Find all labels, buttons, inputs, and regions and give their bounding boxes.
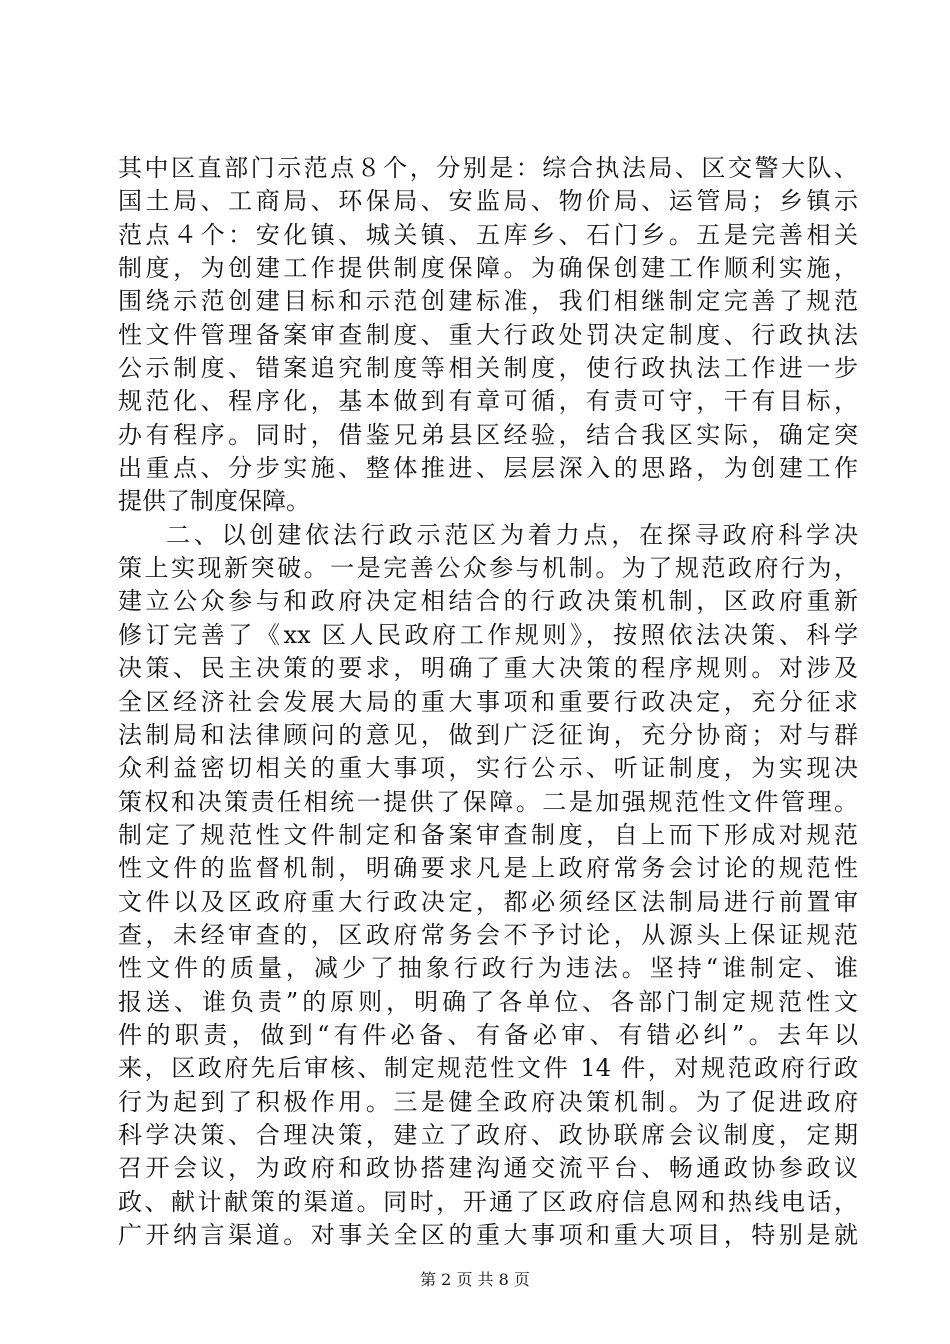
text-line: 国土局、工商局、环保局、安监局、物价局、运管局；乡镇示 <box>118 187 858 216</box>
text-line: 查，未经审查的，区政府常务会不予讨论，从源头上保证规范 <box>118 920 858 949</box>
text-line: 件的职责，做到“有件必备、有备必审、有错必纠”。去年以 <box>118 1020 858 1049</box>
text-line: 制度，为创建工作提供制度保障。为确保创建工作顺利实施， <box>118 254 858 283</box>
text-line: 建立公众参与和政府决定相结合的行政决策机制，区政府重新 <box>118 587 858 616</box>
text-line: 其中区直部门示范点８个，分别是：综合执法局、区交警大队、 <box>118 154 858 182</box>
text-line: 法制局和法律顾问的意见，做到广泛征询，充分协商；对与群 <box>118 720 858 749</box>
text-line: 来，区政府先后审核、制定规范性文件 14 件，对规范政府行政 <box>118 1054 858 1083</box>
text-line: 公示制度、错案追究制度等相关制度，使行政执法工作进一步 <box>118 354 858 383</box>
text-line: 行为起到了积极作用。三是健全政府决策机制。为了促进政府 <box>118 1087 858 1116</box>
paragraph-start-line: 二、以创建依法行政示范区为着力点，在探寻政府科学决 <box>166 520 858 549</box>
text-line: 性文件管理备案审查制度、重大行政处罚决定制度、行政执法 <box>118 320 858 349</box>
text-line: 出重点、分步实施、整体推进、层层深入的思路，为创建工作 <box>118 454 858 483</box>
text-line: 报送、谁负责”的原则，明确了各单位、各部门制定规范性文 <box>118 987 858 1016</box>
text-line: 规范化、程序化，基本做到有章可循，有责可守，干有目标， <box>118 387 858 416</box>
text-line: 科学决策、合理决策，建立了政府、政协联席会议制度，定期 <box>118 1120 858 1149</box>
page-number-label: 第 2 页 共 8 页 <box>420 1270 530 1289</box>
text-line: 文件以及区政府重大行政决定，都必须经区法制局进行前置审 <box>118 887 858 916</box>
text-line: 全区经济社会发展大局的重大事项和重要行政决定，充分征求 <box>118 687 858 716</box>
text-line: 范点４个：安化镇、城关镇、五库乡、石门乡。五是完善相关 <box>118 220 858 249</box>
text-line: 修订完善了《xx 区人民政府工作规则》，按照依法决策、科学 <box>118 620 858 649</box>
text-line: 提供了制度保障。 <box>118 487 310 516</box>
text-line: 制定了规范性文件制定和备案审查制度，自上而下形成对规范 <box>118 820 858 849</box>
text-line: 策上实现新突破。一是完善公众参与机制。为了规范政府行为， <box>118 554 858 583</box>
text-line: 办有程序。同时，借鉴兄弟县区经验，结合我区实际，确定突 <box>118 420 858 449</box>
text-line: 策权和决策责任相统一提供了保障。二是加强规范性文件管理。 <box>118 787 858 816</box>
text-line: 性文件的监督机制，明确要求凡是上政府常务会讨论的规范性 <box>118 854 858 883</box>
text-line: 围绕示范创建目标和示范创建标准，我们相继制定完善了规范 <box>118 287 858 316</box>
text-line: 广开纳言渠道。对事关全区的重大事项和重大项目，特别是就 <box>118 1221 858 1249</box>
text-line: 召开会议，为政府和政协搭建沟通交流平台、畅通政协参政议 <box>118 1154 858 1183</box>
text-line: 政、献计献策的渠道。同时，开通了区政府信息网和热线电话， <box>118 1187 858 1216</box>
text-line: 众利益密切相关的重大事项，实行公示、听证制度，为实现决 <box>118 754 858 783</box>
text-line: 性文件的质量，减少了抽象行政行为违法。坚持“谁制定、谁 <box>118 954 858 983</box>
text-line: 决策、民主决策的要求，明确了重大决策的程序规则。对涉及 <box>118 654 858 683</box>
page-footer <box>0 1270 950 1290</box>
document-body <box>118 152 858 1252</box>
